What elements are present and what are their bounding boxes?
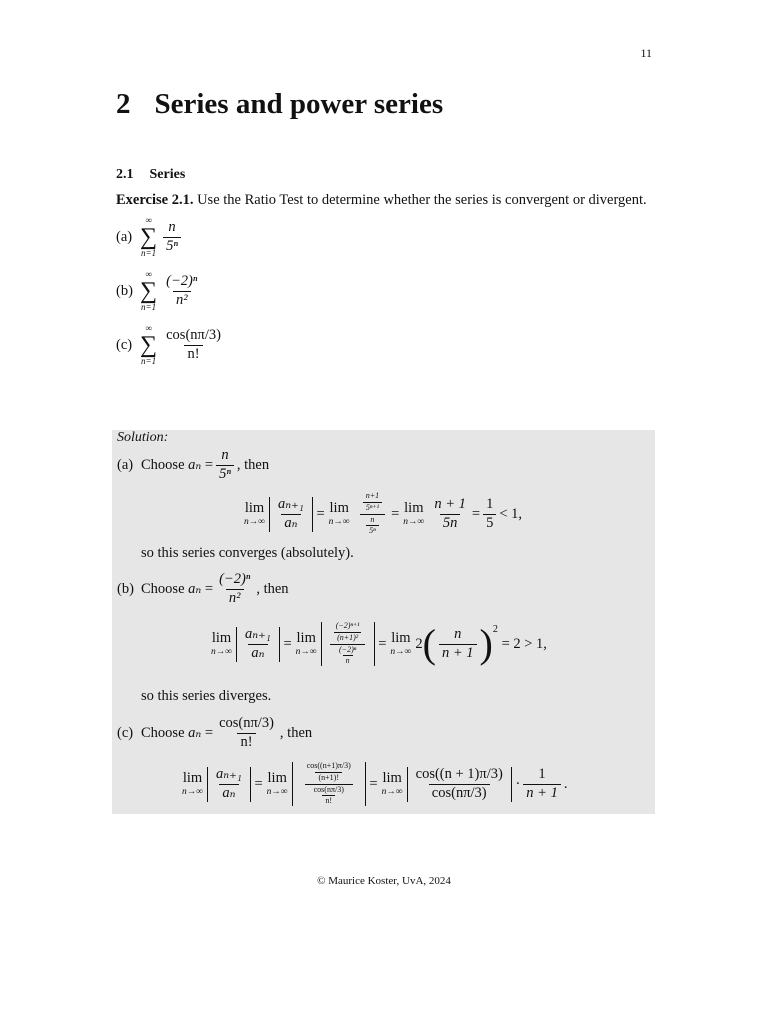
exercise-label: Exercise 2.1. xyxy=(116,192,194,208)
limit-operator xyxy=(244,501,265,527)
result-fraction xyxy=(523,767,561,802)
step-fraction xyxy=(431,497,469,532)
lim-subscript: n→∞ xyxy=(295,646,317,657)
fraction-numerator xyxy=(298,762,360,784)
fraction-denominator: 5n xyxy=(440,514,461,532)
then-text: , then xyxy=(236,456,270,473)
item-label: (b) xyxy=(116,282,133,299)
fraction-denominator xyxy=(360,514,385,537)
a-n-fraction xyxy=(216,572,253,607)
equals-sign: = xyxy=(316,505,325,522)
fraction-denominator: (n+1)² xyxy=(334,632,361,643)
solution-part-c-display xyxy=(178,762,567,806)
inner-fraction xyxy=(336,646,359,667)
sigma-icon: ∑ xyxy=(140,332,158,358)
solution-part-a-conclusion: so this series converges (absolutely). xyxy=(141,545,354,561)
lim-subscript: n→∞ xyxy=(390,646,412,657)
fraction-numerator: cos((n + 1)π/3) xyxy=(415,765,503,782)
fraction-denominator xyxy=(330,644,365,667)
lim-subscript: n→∞ xyxy=(182,786,204,797)
lim-subscript: n→∞ xyxy=(211,646,233,657)
limit-operator xyxy=(390,631,411,657)
solution-part-a-display xyxy=(240,492,522,536)
sum-upper: ∞ xyxy=(145,215,152,225)
compound-fraction xyxy=(298,762,360,806)
exercise-text: Use the Ratio Test to determine whether the series is convergent or divergent. xyxy=(197,192,647,208)
sigma-icon: ∑ xyxy=(140,224,158,250)
result-tail: = 2 > 1, xyxy=(501,635,547,652)
fraction-denominator: aₙ xyxy=(281,514,300,532)
fraction-denominator: n! xyxy=(184,345,202,363)
compound-fraction xyxy=(357,492,388,536)
fraction-numerator: n xyxy=(221,447,229,463)
lim-text: lim xyxy=(211,630,232,647)
lim-subscript: n→∞ xyxy=(328,516,350,527)
sum-lower: n=1 xyxy=(141,248,157,258)
sum-symbol xyxy=(140,324,157,366)
lim-text: lim xyxy=(267,770,287,787)
fraction-denominator: n² xyxy=(226,589,244,607)
fraction-denominator: n² xyxy=(173,291,191,309)
chapter-title xyxy=(116,88,443,121)
equals-sign: = xyxy=(378,635,387,652)
then-text: , then xyxy=(256,580,289,597)
chapter-number: 2 xyxy=(116,88,131,120)
equals-sign: = xyxy=(254,775,263,792)
lim-text: lim xyxy=(182,770,203,787)
fraction-denominator: aₙ xyxy=(219,784,238,802)
equals-sign: = xyxy=(471,505,481,522)
fraction-numerator: cos((n+1)π/3) xyxy=(306,761,351,770)
limit-operator xyxy=(329,501,350,527)
fraction-denominator: 5 xyxy=(483,514,496,532)
solution-part-b-conclusion: so this series diverges. xyxy=(141,688,272,704)
page-number: 11 xyxy=(640,46,652,60)
fraction-denominator: aₙ xyxy=(248,644,267,662)
fraction-denominator: 5ⁿ xyxy=(163,237,181,255)
fraction-denominator: n! xyxy=(237,733,255,751)
absolute-value xyxy=(407,767,512,802)
lim-text: lim xyxy=(244,500,265,517)
exercise-item-b xyxy=(116,270,316,312)
lim-subscript: n→∞ xyxy=(266,786,288,797)
sum-upper: ∞ xyxy=(145,269,152,279)
term-fraction xyxy=(163,328,224,363)
absolute-value xyxy=(269,497,313,532)
absolute-value xyxy=(321,622,375,666)
result-fraction xyxy=(483,497,496,532)
step-fraction xyxy=(413,767,506,802)
parenthesized-fraction xyxy=(422,621,498,667)
a-n-symbol: aₙ xyxy=(188,724,202,741)
limit-operator xyxy=(182,771,203,797)
fraction-denominator: n! xyxy=(322,795,335,806)
fraction-denominator xyxy=(305,784,353,807)
section-title-text: Series xyxy=(149,167,186,182)
inner-fraction xyxy=(311,786,347,807)
lim-subscript: n→∞ xyxy=(381,786,403,797)
limit-operator xyxy=(382,771,403,797)
absolute-value xyxy=(292,762,366,806)
solution-part-a-intro xyxy=(117,448,269,483)
lim-text: lim xyxy=(296,630,316,647)
left-paren-icon: ( xyxy=(422,621,436,667)
absolute-value xyxy=(236,627,280,662)
fraction-numerator: 1 xyxy=(538,765,546,782)
section-title xyxy=(116,167,185,183)
fraction-denominator: cos(nπ/3) xyxy=(429,784,490,802)
chapter-title-text: Series and power series xyxy=(154,88,444,120)
ratio-fraction xyxy=(213,767,245,802)
a-n-symbol: aₙ xyxy=(188,456,202,473)
fraction-numerator xyxy=(357,492,388,514)
equals-sign: = xyxy=(204,456,214,473)
equals-sign: = xyxy=(391,505,400,522)
solution-box xyxy=(112,430,655,814)
fraction-numerator: (−2)ⁿ xyxy=(339,644,357,654)
term-fraction xyxy=(163,220,181,255)
result-tail: . xyxy=(563,775,568,792)
choose-text: Choose xyxy=(141,580,185,597)
inner-fraction xyxy=(363,492,382,513)
fraction-denominator: 5ⁿ xyxy=(216,465,234,483)
part-label: (a) xyxy=(117,456,134,473)
fraction-numerator: n + 1 xyxy=(434,495,466,512)
fraction-numerator: aₙ₊₁ xyxy=(245,625,271,642)
exercise-item-c xyxy=(116,324,316,366)
then-text: , then xyxy=(279,724,313,741)
lim-text: lim xyxy=(382,770,402,787)
page-footer: © Maurice Koster, UvA, 2024 xyxy=(317,875,451,887)
fraction-numerator: n xyxy=(454,625,462,642)
fraction-numerator: n+1 xyxy=(365,491,380,500)
lim-text: lim xyxy=(391,630,411,647)
limit-operator xyxy=(267,771,288,797)
exercise-item-a xyxy=(116,216,316,258)
section-number: 2.1 xyxy=(116,167,134,182)
fraction-numerator: (−2)ⁿ xyxy=(219,571,251,587)
part-label: (b) xyxy=(117,580,134,597)
sum-upper: ∞ xyxy=(145,323,152,333)
ratio-fraction xyxy=(242,627,274,662)
exercise-statement xyxy=(116,190,661,210)
limit-operator xyxy=(296,631,317,657)
a-n-fraction xyxy=(216,716,277,751)
multiply-dot: · xyxy=(515,775,521,792)
step-fraction xyxy=(439,627,477,662)
fraction-numerator: aₙ₊₁ xyxy=(216,765,242,782)
fraction-numerator: cos(nπ/3) xyxy=(219,715,274,731)
sum-symbol xyxy=(140,216,157,258)
fraction-denominator: (n+1)! xyxy=(315,772,342,783)
sum-lower: n=1 xyxy=(141,302,157,312)
factor-value: 2 xyxy=(415,635,423,652)
sigma-icon: ∑ xyxy=(140,278,158,304)
fraction-numerator: cos(nπ/3) xyxy=(166,326,221,343)
equals-sign: = xyxy=(369,775,378,792)
fraction-numerator: (−2)ⁿ xyxy=(166,272,198,289)
equals-sign: = xyxy=(204,724,214,741)
solution-part-b-display xyxy=(207,622,547,666)
fraction-numerator: aₙ₊₁ xyxy=(278,495,304,512)
equals-sign: = xyxy=(204,580,214,597)
equals-sign: = xyxy=(283,635,292,652)
result-tail: < 1, xyxy=(499,505,522,522)
fraction-numerator: n xyxy=(370,514,375,524)
fraction-denominator: n xyxy=(343,655,353,666)
limit-operator xyxy=(211,631,232,657)
sum-lower: n=1 xyxy=(141,356,157,366)
fraction-numerator: n xyxy=(168,218,176,235)
part-label: (c) xyxy=(117,724,134,741)
lim-text: lim xyxy=(404,500,424,517)
term-fraction xyxy=(163,274,200,309)
ratio-fraction xyxy=(275,497,307,532)
inner-fraction xyxy=(304,762,354,783)
fraction-numerator: cos(nπ/3) xyxy=(313,784,344,794)
lim-subscript: n→∞ xyxy=(244,516,266,527)
item-label: (c) xyxy=(116,336,133,353)
choose-text: Choose xyxy=(141,724,185,741)
absolute-value xyxy=(207,767,251,802)
sum-symbol xyxy=(140,270,157,312)
fraction-numerator: (−2)ⁿ⁺¹ xyxy=(335,621,360,630)
exponent: 2 xyxy=(492,624,498,636)
inner-fraction xyxy=(333,622,363,643)
lim-subscript: n→∞ xyxy=(403,516,425,527)
limit-operator xyxy=(403,501,424,527)
solution-heading: Solution: xyxy=(117,430,169,445)
fraction-denominator: 5ⁿ xyxy=(366,525,379,536)
solution-part-b-intro xyxy=(117,572,289,607)
a-n-symbol: aₙ xyxy=(188,580,202,597)
lim-text: lim xyxy=(329,500,349,517)
fraction-denominator: n + 1 xyxy=(439,644,477,662)
choose-text: Choose xyxy=(141,456,185,473)
fraction-denominator: 5ⁿ⁺¹ xyxy=(363,502,382,513)
fraction-numerator xyxy=(327,622,369,644)
compound-fraction xyxy=(327,622,369,666)
fraction-denominator: n + 1 xyxy=(523,784,561,802)
solution-part-c-intro xyxy=(117,716,312,751)
right-paren-icon: ) xyxy=(479,621,493,667)
item-label: (a) xyxy=(116,228,133,245)
inner-fraction xyxy=(366,516,379,537)
fraction-numerator: 1 xyxy=(486,495,494,512)
a-n-fraction xyxy=(216,448,234,483)
